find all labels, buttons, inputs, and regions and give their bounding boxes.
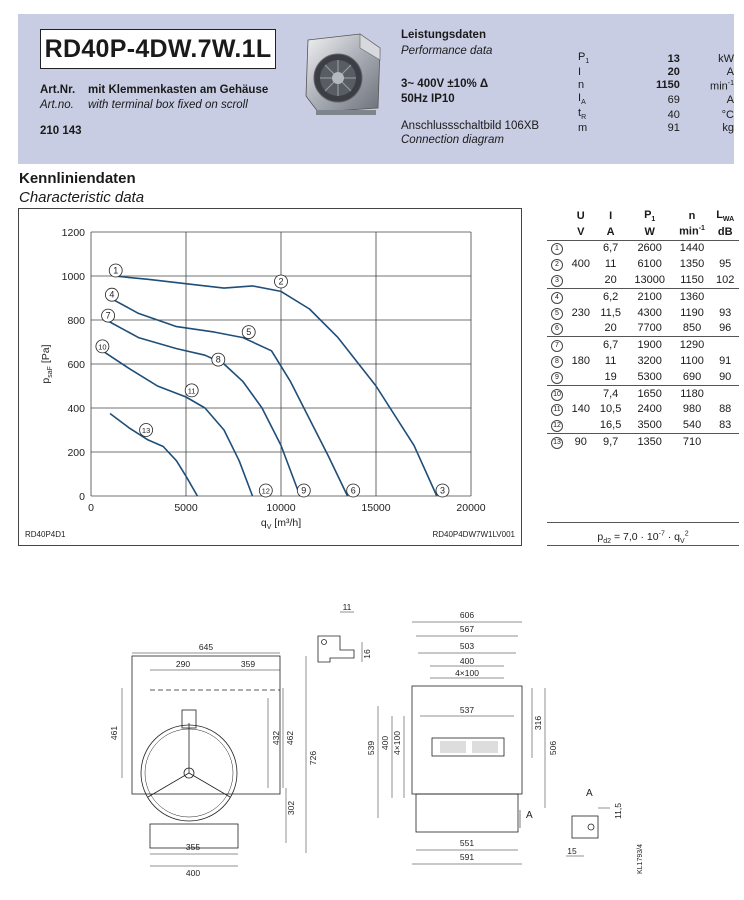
table-cell xyxy=(567,385,595,401)
curve-4 xyxy=(102,351,252,496)
table-header-cell: I xyxy=(609,209,613,222)
x-axis-label: $q_V$ [m³/h] xyxy=(260,517,302,531)
spec-row xyxy=(578,78,734,93)
y-axis-label-unit: [Pa] xyxy=(40,344,52,367)
dimension-label: 539 xyxy=(366,740,376,756)
table-cell: 16,5 xyxy=(599,419,622,432)
table-cell: 1350 xyxy=(627,434,673,450)
spec-value: 40 xyxy=(667,109,680,122)
table-cell: 180 xyxy=(571,355,590,368)
spec-symbol: I xyxy=(578,66,582,79)
outlet-slot-2 xyxy=(472,741,498,753)
spec-row xyxy=(578,52,734,67)
curve-marker-12 xyxy=(259,484,272,497)
marker-label: 1 xyxy=(113,265,119,276)
x-tick-label: 0 xyxy=(88,502,94,514)
row-marker-circle: 5 xyxy=(551,308,563,320)
table-cell: 11 xyxy=(604,258,617,271)
section-title-en: Characteristic data xyxy=(19,189,145,206)
table-cell xyxy=(567,288,595,304)
art-desc-en: with terminal box fixed on scroll xyxy=(88,99,248,111)
table-cell: 6100 xyxy=(637,258,662,271)
table-cell: 90 xyxy=(719,370,732,383)
table-unit-row xyxy=(547,224,739,240)
characteristic-table-wrap xyxy=(547,208,739,450)
row-marker xyxy=(547,305,567,321)
table-unit-cell: W xyxy=(644,225,655,238)
dimension-label: 645 xyxy=(198,642,214,652)
spec-row xyxy=(578,123,734,134)
table-cell: 2100 xyxy=(627,288,673,304)
curve-marker-13 xyxy=(140,424,153,437)
marker-label: 12 xyxy=(261,486,270,496)
spec-value: 13 xyxy=(667,53,680,66)
table-cell: 7700 xyxy=(637,322,662,335)
scroll-housing xyxy=(132,656,280,794)
spec-unit: A xyxy=(726,93,734,106)
table-header-cell: U xyxy=(576,209,585,222)
dimension-label: 316 xyxy=(533,715,543,731)
art-label-en: Art.no. xyxy=(40,99,74,111)
dimension-label: 461 xyxy=(109,725,119,741)
detail-a xyxy=(572,816,598,838)
connection-en: Connection diagram xyxy=(401,134,504,146)
table-cell: 96 xyxy=(719,322,732,335)
table-unit-cell: $\min^{-1}$ xyxy=(679,225,705,239)
curve-5 xyxy=(110,414,197,497)
x-tick-label: 10000 xyxy=(266,502,296,514)
table-cell: 5300 xyxy=(637,370,662,383)
table-cell: 2400 xyxy=(637,403,662,416)
model-number: RD40P-4DW.7W.1L xyxy=(40,29,276,69)
voltage-rating: 3~ 400V ±10% Δ xyxy=(401,78,489,90)
row-marker-circle: 9 xyxy=(551,372,563,384)
y-axis-label: $p_{saF}$ [Pa] xyxy=(40,344,54,384)
side-base xyxy=(416,794,518,832)
table-cell: 1190 xyxy=(680,306,704,319)
front-view xyxy=(132,656,280,848)
row-marker xyxy=(547,256,567,272)
marker-label: 9 xyxy=(301,485,307,496)
spec-unit: kW xyxy=(718,53,734,66)
table-cell: 1100 xyxy=(680,355,704,368)
table-cell: 140 xyxy=(571,403,590,416)
chart-footer-left: RD40P4D1 xyxy=(25,530,66,539)
table-cell xyxy=(711,240,739,256)
table-row xyxy=(547,434,739,450)
spec-value: 20 xyxy=(667,66,680,79)
table-cell xyxy=(567,337,595,353)
dimension-label: 400 xyxy=(459,656,475,666)
table-cell xyxy=(711,337,739,353)
table-cell: 1350 xyxy=(679,258,705,271)
table-cell: 9,7 xyxy=(595,434,627,450)
spec-unit: °C xyxy=(721,109,734,122)
x-tick-label: 5000 xyxy=(174,502,198,514)
table-cell: 3200 xyxy=(637,355,662,368)
row-marker-circle: 12 xyxy=(551,420,563,432)
frequency-rating: 50Hz IP10 xyxy=(401,93,455,105)
dimension-label: 4×100 xyxy=(455,668,479,678)
table-cell: 540 xyxy=(682,419,702,432)
row-marker xyxy=(547,353,567,369)
table-unit-cell: A xyxy=(606,225,615,238)
dimension-label: 537 xyxy=(459,705,475,715)
row-marker xyxy=(547,337,567,353)
y-tick-label: 200 xyxy=(67,447,85,459)
curve-marker-7 xyxy=(102,309,115,322)
dimension-label: 400 xyxy=(380,735,390,751)
row-marker-circle: 10 xyxy=(551,389,563,401)
art-number: 210 143 xyxy=(40,125,82,137)
dimension-label: 606 xyxy=(459,610,475,620)
chart-footer-right: RD40P4DW7W1LV001 xyxy=(432,530,515,539)
art-desc-de: mit Klemmenkasten am Gehäuse xyxy=(88,84,269,96)
table-cell: 7,4 xyxy=(595,385,627,401)
row-marker-circle: 6 xyxy=(551,323,563,335)
curve-1 xyxy=(114,276,437,496)
spec-unit: kg xyxy=(722,122,734,135)
spec-symbol: m xyxy=(578,122,588,135)
table-cell: 93 xyxy=(719,306,732,319)
table-row xyxy=(547,353,739,369)
table-cell: 1900 xyxy=(627,337,673,353)
marker-label: 11 xyxy=(187,386,196,396)
table-cell xyxy=(567,240,595,256)
curve-marker-5 xyxy=(242,326,255,339)
row-marker-circle: 4 xyxy=(551,292,563,304)
dimension-label: 16 xyxy=(362,649,372,659)
table-cell: 6,2 xyxy=(595,288,627,304)
table-row xyxy=(547,417,739,433)
table-header-cell: n xyxy=(688,209,696,222)
table-cell: 6,7 xyxy=(595,240,627,256)
row-marker xyxy=(547,385,567,401)
table-cell xyxy=(567,369,595,385)
spec-symbol: $t_R$ xyxy=(578,107,587,122)
chart-frame xyxy=(18,208,522,546)
y-tick-label: 400 xyxy=(67,403,85,415)
table-cell: 83 xyxy=(719,419,732,432)
dimension-label: 4×100 xyxy=(392,731,402,755)
table-row xyxy=(547,288,739,304)
marker-label: 4 xyxy=(109,289,115,300)
table-row xyxy=(547,385,739,401)
y-axis-label-sub: saF xyxy=(47,366,54,378)
marker-label: 10 xyxy=(98,342,107,352)
bracket-hole xyxy=(322,640,327,645)
table-cell xyxy=(567,417,595,433)
dimension-label: 551 xyxy=(459,838,475,848)
y-tick-label: 0 xyxy=(79,491,85,503)
x-tick-label: 15000 xyxy=(361,502,391,514)
row-marker xyxy=(547,369,567,385)
connection-de: Anschlussschaltbild 106XB xyxy=(401,120,540,132)
header-panel xyxy=(18,14,734,164)
table-cell: 850 xyxy=(682,322,702,335)
dimension-label: 11 xyxy=(342,602,352,612)
spec-symbol: n xyxy=(578,79,585,92)
table-cell: 710 xyxy=(673,434,712,450)
row-marker-circle: 11 xyxy=(551,404,563,416)
dimension-label: 290 xyxy=(175,659,191,669)
table-cell xyxy=(567,272,595,288)
table-cell xyxy=(711,288,739,304)
row-marker-circle: 3 xyxy=(551,275,563,287)
table-row xyxy=(547,240,739,256)
row-marker-circle: 2 xyxy=(551,259,563,271)
table-cell: 400 xyxy=(571,258,590,271)
table-row xyxy=(547,337,739,353)
table-row xyxy=(547,321,739,337)
row-marker xyxy=(547,417,567,433)
dimension-label: 11,5 xyxy=(613,803,623,819)
table-cell: 88 xyxy=(719,403,732,416)
dimension-label: 355 xyxy=(185,842,201,852)
marker-label: 13 xyxy=(141,426,151,435)
table-cell: 230 xyxy=(571,306,590,319)
table-cell: 19 xyxy=(604,370,617,383)
table-cell: 6,7 xyxy=(595,337,627,353)
table-cell: 11,5 xyxy=(600,306,621,319)
y-tick-label: 600 xyxy=(67,359,85,371)
table-cell: 20 xyxy=(604,274,617,287)
table-cell: 2600 xyxy=(627,240,673,256)
marker-label: 6 xyxy=(350,485,356,496)
table-unit-cell: V xyxy=(577,225,585,238)
fan-photo xyxy=(298,26,388,118)
y-tick-label: 800 xyxy=(67,315,85,327)
row-marker xyxy=(547,434,567,450)
marker-label: 2 xyxy=(278,276,284,287)
spec-symbol: $I_A$ xyxy=(578,91,586,107)
side-housing xyxy=(412,686,522,794)
table-cell: 3500 xyxy=(637,419,662,432)
table-cell xyxy=(711,434,739,450)
perf-title-de: Leistungsdaten xyxy=(401,29,486,41)
drawing-code: KL1793/4 xyxy=(637,844,644,874)
curve-marker-2 xyxy=(275,275,288,288)
dimension-label: 400 xyxy=(185,868,201,878)
characteristic-table xyxy=(547,208,739,450)
table-cell: 13000 xyxy=(634,274,665,287)
spec-row xyxy=(578,93,734,108)
row-marker-circle: 13 xyxy=(551,437,563,449)
marker-label: 3 xyxy=(439,485,446,496)
perf-title-en: Performance data xyxy=(401,45,493,57)
table-cell: 1440 xyxy=(673,240,712,256)
spec-value: 69 xyxy=(667,93,680,106)
row-marker-circle: 1 xyxy=(551,243,563,255)
table-cell: 4300 xyxy=(637,306,662,319)
table-row xyxy=(547,369,739,385)
curve-marker-11 xyxy=(185,384,198,397)
dimension-label: 359 xyxy=(240,659,256,669)
x-tick-label: 20000 xyxy=(456,502,486,514)
curve-marker-4 xyxy=(105,288,118,301)
spec-unit: $\min^{-1}$ xyxy=(710,80,734,93)
detail-marker: A xyxy=(526,810,533,821)
dimension-label: 591 xyxy=(459,852,475,862)
table-cell: 91 xyxy=(719,355,732,368)
x-axis-label-sub: V xyxy=(266,524,272,531)
table-cell xyxy=(711,385,739,401)
outlet-slot-1 xyxy=(440,741,466,753)
table-cell: 1180 xyxy=(673,385,712,401)
detail-a-label: A xyxy=(586,788,593,799)
x-axis-label-unit: [m³/h] xyxy=(271,517,302,529)
curve-marker-6 xyxy=(347,484,360,497)
dimension-label: 567 xyxy=(459,624,475,634)
dimension-label: 726 xyxy=(308,750,318,766)
table-cell: 102 xyxy=(716,274,735,287)
table-row xyxy=(547,402,739,418)
section-title-de: Kennliniendaten xyxy=(19,170,136,187)
spec-value: 1150 xyxy=(656,79,680,92)
table-row xyxy=(547,305,739,321)
table-cell: 20 xyxy=(604,322,617,335)
table-row xyxy=(547,256,739,272)
table-cell: 1650 xyxy=(627,385,673,401)
table-cell: 690 xyxy=(682,370,702,383)
curve-marker-9 xyxy=(297,484,310,497)
dimension-label: 462 xyxy=(285,730,295,746)
spec-row xyxy=(578,67,734,78)
spec-symbol: $P_1$ xyxy=(578,51,590,66)
table-cell: 95 xyxy=(719,258,732,271)
row-marker xyxy=(547,240,567,256)
table-header-cell: $L_{WA}$ xyxy=(716,208,735,223)
table-row xyxy=(547,272,739,288)
row-marker xyxy=(547,272,567,288)
spec-unit: A xyxy=(726,66,734,79)
table-unit-cell: dB xyxy=(717,225,733,238)
spec-row xyxy=(578,108,734,123)
table-cell: 1150 xyxy=(680,274,704,287)
row-marker xyxy=(547,321,567,337)
spec-value: 91 xyxy=(667,122,680,135)
marker-label: 8 xyxy=(215,354,221,365)
table-header-cell: $P_1$ xyxy=(644,208,656,223)
characteristic-chart xyxy=(19,209,521,545)
curve-marker-8 xyxy=(212,353,225,366)
detail-a-hole xyxy=(588,824,594,830)
row-marker-circle: 7 xyxy=(551,340,563,352)
row-marker xyxy=(547,288,567,304)
y-tick-label: 1000 xyxy=(61,271,85,283)
table-cell: 1360 xyxy=(673,288,712,304)
art-label-de: Art.Nr. xyxy=(40,84,76,96)
row-marker xyxy=(547,402,567,418)
table-cell: 10,5 xyxy=(599,403,622,416)
curve-marker-1 xyxy=(109,264,122,277)
table-cell xyxy=(567,321,595,337)
bracket-detail xyxy=(318,636,354,662)
y-tick-label: 1200 xyxy=(61,227,85,239)
row-marker-circle: 8 xyxy=(551,356,563,368)
dimension-label: 15 xyxy=(567,846,577,856)
dimension-drawing xyxy=(0,598,744,898)
pressure-formula-text: $p_{d2} = 7,0 \cdot 10^{-7} \cdot q_V^2$ xyxy=(597,530,689,545)
curve-marker-10 xyxy=(96,340,109,353)
spec-table xyxy=(578,52,734,134)
table-cell: 1290 xyxy=(673,337,712,353)
dimension-label: 302 xyxy=(286,800,296,816)
pressure-formula xyxy=(547,522,739,546)
table-header-row xyxy=(547,208,739,224)
dimension-label: 432 xyxy=(271,730,281,746)
table-cell: 11 xyxy=(604,355,617,368)
marker-label: 7 xyxy=(105,310,111,321)
dimension-label: 503 xyxy=(459,641,475,651)
dimension-label: 506 xyxy=(548,740,558,756)
curve-marker-3 xyxy=(436,484,449,497)
marker-label: 5 xyxy=(246,327,252,338)
curve-2 xyxy=(106,296,347,496)
table-cell: 980 xyxy=(682,403,702,416)
table-cell: 90 xyxy=(567,434,595,450)
